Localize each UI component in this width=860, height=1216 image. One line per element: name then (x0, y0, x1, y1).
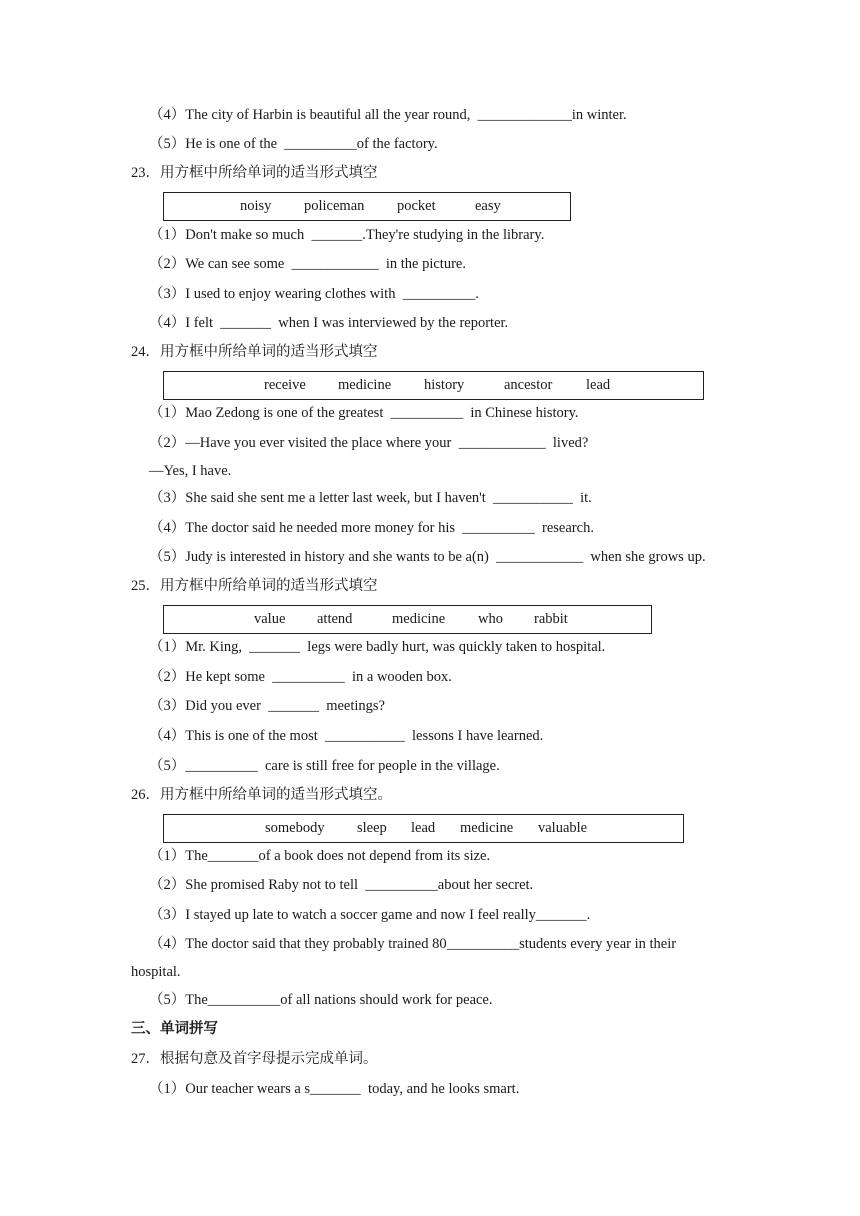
section-heading: 三、单词拼写 (131, 1021, 218, 1037)
question-26-word-box (163, 814, 684, 843)
question-25-title: 25．用方框中所给单词的适当形式填空 (131, 578, 378, 594)
question-22-item-5: （5）He is one of the __________of the factory. (149, 136, 438, 152)
word-box-item: medicine (338, 377, 392, 393)
word-box-item: who (478, 611, 503, 627)
question-23-word-box (163, 192, 571, 221)
word-box-item: attend (317, 611, 353, 627)
word-box-item: rabbit (534, 611, 568, 627)
question-26-item-2: （2）She promised Raby not to tell __________about her secret. (149, 877, 534, 893)
word-box-item: history (424, 377, 465, 393)
question-24-item-1: （1）Mao Zedong is one of the greatest __________ in Chinese history. (149, 405, 579, 421)
word-box-item: medicine (392, 611, 446, 627)
question-24-item-2-answer: —Yes, I have. (149, 463, 232, 479)
question-26-item-5: （5）The__________of all nations should work for peace. (149, 992, 493, 1008)
word-box-item: sleep (357, 820, 387, 836)
word-box-item: receive (264, 377, 306, 393)
word-box-item: noisy (240, 198, 272, 214)
question-23-title: 23．用方框中所给单词的适当形式填空 (131, 165, 378, 181)
question-25-item-5: （5）__________ care is still free for people in the village. (149, 758, 500, 774)
question-23-item-3: （3）I used to enjoy wearing clothes with __________. (149, 286, 479, 302)
word-box-item: valuable (538, 820, 588, 836)
question-26-item-4: （4）The doctor said that they probably trained 80__________students every year in their (149, 936, 677, 952)
question-24-item-3: （3）She said she sent me a letter last week, but I haven't ___________ it. (149, 490, 592, 506)
question-26-item-4-continued: hospital. (131, 964, 181, 980)
question-26-title: 26．用方框中所给单词的适当形式填空。 (131, 787, 392, 803)
question-24-word-box (163, 371, 704, 400)
question-27-title: 27．根据句意及首字母提示完成单词。 (131, 1051, 378, 1067)
question-27-item-1: （1）Our teacher wears a s_______ today, and he looks smart. (149, 1081, 520, 1097)
question-24-title: 24．用方框中所给单词的适当形式填空 (131, 344, 378, 360)
question-26-item-1: （1）The_______of a book does not depend from its size. (149, 848, 491, 864)
question-24-item-4: （4）The doctor said he needed more money for his __________ research. (149, 520, 594, 536)
question-23-item-4: （4）I felt _______ when I was interviewed by the reporter. (149, 315, 509, 331)
word-box-item: ancestor (504, 377, 553, 393)
question-24-item-2: （2）—Have you ever visited the place where your ____________ lived? (149, 435, 589, 451)
word-box-item: lead (586, 377, 611, 393)
question-25-word-box (163, 605, 652, 634)
question-26-item-3: （3）I stayed up late to watch a soccer game and now I feel really_______. (149, 907, 591, 923)
question-23-item-1: （1）Don't make so much _______.They're studying in the library. (149, 227, 545, 243)
word-box-item: somebody (265, 820, 325, 836)
question-23-item-2: （2）We can see some ____________ in the picture. (149, 256, 466, 272)
word-box-item: lead (411, 820, 436, 836)
question-22-item-4: （4）The city of Harbin is beautiful all the year round, _____________in winter. (149, 107, 627, 123)
question-25-item-2: （2）He kept some __________ in a wooden box. (149, 669, 452, 685)
question-25-item-4: （4）This is one of the most ___________ lessons I have learned. (149, 728, 544, 744)
word-box-item: policeman (304, 198, 365, 214)
word-box-item: value (254, 611, 286, 627)
question-25-item-3: （3）Did you ever _______ meetings? (149, 698, 385, 714)
word-box-item: pocket (397, 198, 436, 214)
question-25-item-1: （1）Mr. King, _______ legs were badly hurt, was quickly taken to hospital. (149, 639, 606, 655)
question-24-item-5: （5）Judy is interested in history and she wants to be a(n) ____________ when she grows up. (149, 549, 706, 565)
word-box-item: easy (475, 198, 501, 214)
word-box-item: medicine (460, 820, 514, 836)
